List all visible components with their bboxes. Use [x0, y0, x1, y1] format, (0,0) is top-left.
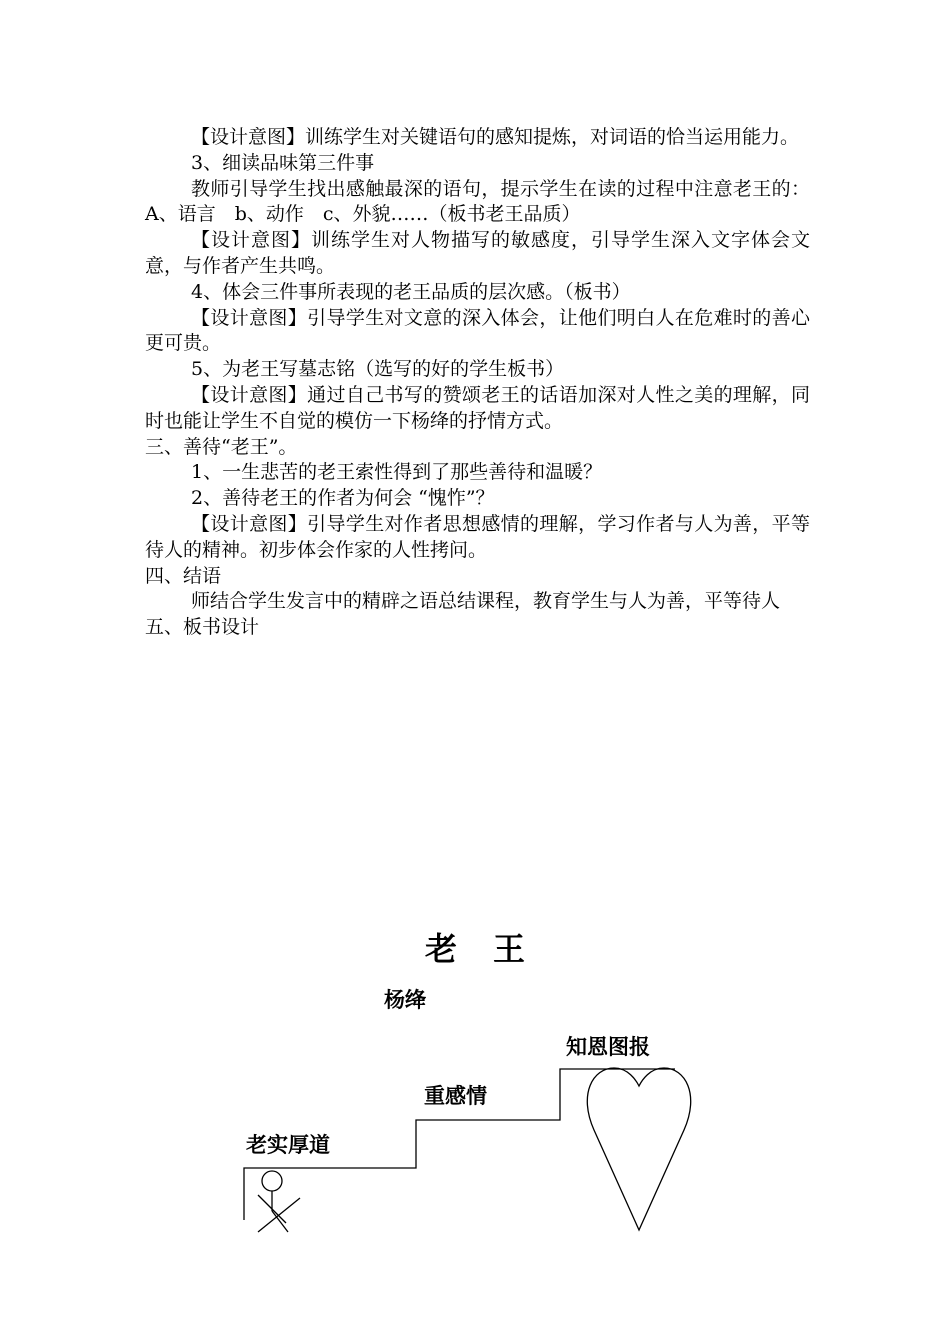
board-title: 老王	[424, 930, 561, 968]
paragraph: 【设计意图】引导学生对作者思想感情的理解，学习作者与人为善，平等待人的精神。初步体会作家的人性拷问。	[145, 512, 810, 561]
paragraph: 3、细读品味第三件事	[191, 151, 375, 174]
paragraph: 三、善待“老王”。	[145, 435, 298, 458]
paragraph: 教师引导学生找出感触最深的语句，提示学生在读的过程中注意老王的：A、语言 b、动作 c、外貌……（板书老王品质）	[145, 177, 810, 226]
paragraph: 4、体会三件事所表现的老王品质的层次感。（板书）	[191, 280, 631, 303]
paragraph: 师结合学生发言中的精辟之语总结课程，教育学生与人为善，平等待人	[191, 590, 781, 613]
paragraph: 5、为老王写墓志铭（选写的好的学生板书）	[191, 358, 565, 381]
paragraph: 1、一生悲苦的老王索性得到了那些善待和温暖？	[191, 461, 603, 484]
paragraph: 四、结语	[145, 564, 222, 587]
paragraph: 【设计意图】通过自己书写的赞颂老王的话语加深对人性之美的理解，同时也能让学生不自觉的模仿一下杨绛的抒情方式。	[145, 383, 810, 432]
board-author: 杨绛	[384, 988, 426, 1012]
heart-icon	[587, 1068, 690, 1230]
paragraph: 【设计意图】训练学生对关键语句的感知提炼，对词语的恰当运用能力。	[191, 126, 800, 148]
paragraph: 【设计意图】引导学生对文意的深入体会，让他们明白人在危难时的善心更可贵。	[145, 306, 810, 355]
paragraph: 【设计意图】训练学生对人物描写的敏感度，引导学生深入文字体会文意，与作者产生共鸣。	[145, 229, 810, 277]
paragraph: 五、板书设计	[145, 616, 260, 639]
paragraph: 2、善待老王的作者为何会 “愧怍”？	[191, 487, 495, 510]
step-label-gratitude: 知恩图报	[566, 1035, 650, 1059]
stick-figure-icon	[258, 1171, 300, 1232]
step-label-honest: 老实厚道	[246, 1133, 330, 1157]
step-label-emotion: 重感情	[424, 1084, 487, 1108]
